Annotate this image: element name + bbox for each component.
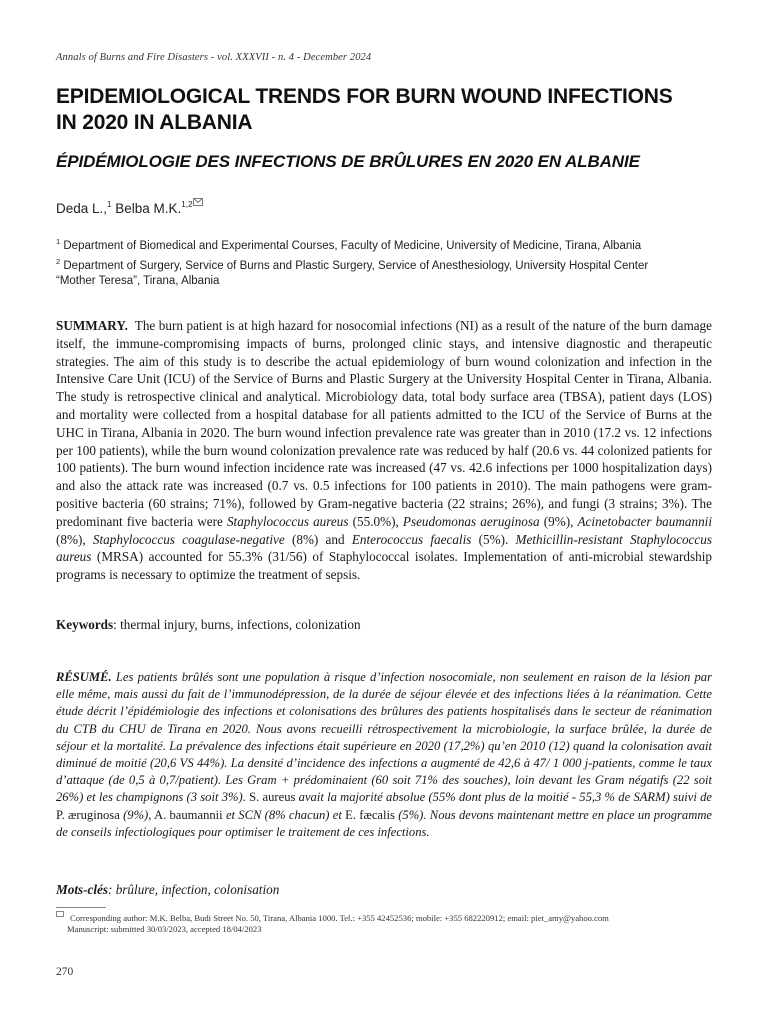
- summary-abstract: [56, 317, 712, 584]
- summary-text: (55.0%),: [348, 513, 403, 529]
- summary-text: (MRSA) accounted for 55.3% (31/56) of Staphylococcal isolates. Implementation of anti-microbial stewardship programs is necessary to optimize the treatment of sepsis.: [56, 549, 712, 583]
- footnote-line: [56, 924, 716, 935]
- resume-text: avait la majorité absolue (55% dont plus de la moitié - 55,3 % de SARM) suivi de: [298, 790, 712, 805]
- keywords: [56, 617, 712, 633]
- summary-text: The burn patient is at high hazard for nosocomial infections (NI) as a result of the nature of the burn damage itself, the immune-compromising impacts of burns, prolonged clinic stays, and intensive diagnostic and therapeutic strategies. The aim of this study is to describe the actual epidemiology of burn wound colonization and infection in the Intensive Care Unit (ICU) of the Service of Burns and Plastic Surgery at the University Hospital Center in Tirana, Albania. The study is retrospective clinical and analytical. Microbiology data, total body surface area (TBSA), patient days (LOS) and mortality were collected from a hospital database for all patients admitted to the ICU of the Service of Burns at the UHC in Tirana, Albania in 2020. The burn wound infection prevalence rate was greater than in 2010 (17.2 vs. 12 infections per 100 patients), while the burn wound colonization prevalence rate was reduced by half (20.6 vs. 44 colonized patients for 100 patients). The burn wound infection incidence rate was increased (47 vs. 42.6 infections per 1000 hospitalization days) and also the attack rate was increased (0.7 vs. 0.5 infections for 100 patients in 2010). The main pathogens were gram-positive bacteria (60 strains; 71%), followed by Gram-negative bacteria (22 strains; 26%), and fungi (3 strains; 3%). The predominant five bacteria were: [56, 318, 712, 529]
- resume-label: RÉSUMÉ.: [56, 670, 112, 684]
- summary-text: (8%) and: [284, 531, 352, 547]
- footnote: [56, 911, 716, 934]
- manuscript-dates: Manuscript: submitted 30/03/2023, accepted 18/04/2023: [67, 923, 262, 934]
- envelope-icon: [193, 198, 203, 206]
- resume-text: Les patients brûlés sont une population à risque d’infection nosocomiale, non seulement en raison de la lésion par elle même, mais aussi du fait de l’immunodépression, de la durée de séjour élevée et des infections liées à la réanimation. Cette étude décrit l’épidémiologie des infections et colonisations des brûlures des patients hospitalisés dans le secteur de réanimation du CTB du CHU de Tirana en 2020. Nous avons recueilli rétrospectivement la microbiologie, la surface brûlée, la durée de séjour et la mortalité. La prévalence des infections était supérieure en 2020 (17,2%) qu’en 2010 (12) quand la colonisation avait diminué de moitié (20,6 VS 44%). La densité d’incidence des infections a augmenté de 42,6 à 47/ 1 000 j-patients, comme le taux d’attaque (de 0,5 à 0,7/patient). Les Gram + prédominaient (60 soit 71% des souches), loin devant les Gram négatifs (22 soit 26%) et les champignons (3 soit 3%).: [56, 670, 712, 805]
- author-list: [56, 198, 203, 216]
- affiliation-item: [56, 234, 726, 254]
- affiliation-text: Department of Surgery, Service of Burns and Plastic Surgery, Service of Anesthesiology, University Hospital Center: [63, 260, 649, 272]
- mots-cles-label: Mots-clés: [56, 882, 109, 897]
- species-name: E. fæcalis: [341, 807, 399, 822]
- mots-cles-text: : brûlure, infection, colonisation: [108, 882, 280, 897]
- footnote-line: [56, 911, 716, 924]
- corresponding-author: Corresponding author: M.K. Belba, Budi Street No. 50, Tirana, Albania 1000. Tel.: +355 42452536; mobile: +355 682220912; email: piet_amy@yahoo.com: [70, 913, 609, 923]
- affiliation-text: Department of Biomedical and Experimental Courses, Faculty of Medicine, University of Medicine, Tirana, Albania: [63, 240, 642, 252]
- affiliation-item: [56, 274, 726, 289]
- footnote-divider: [56, 907, 106, 908]
- author-name: Deda L.,: [56, 201, 108, 216]
- affiliations: [56, 234, 726, 289]
- article-title-english: [56, 84, 726, 136]
- summary-text: (8%),: [56, 531, 93, 547]
- article-title-french: ÉPIDÉMIOLOGIE DES INFECTIONS DE BRÛLURES EN 2020 EN ALBANIE: [56, 152, 640, 171]
- mots-cles: [56, 882, 279, 898]
- species-name: Staphylococcus coagulase-negative: [92, 531, 285, 547]
- author-affiliation-mark: 1,2: [181, 200, 193, 209]
- resume-text: (5%). Nous devons maintenant mettre en place un programme de conseils infectiologiques pour optimiser le traitement de ces infections.: [56, 807, 712, 839]
- running-head: Annals of Burns and Fire Disasters - vol. XXXVII - n. 4 - December 2024: [56, 52, 372, 63]
- envelope-icon: [56, 911, 64, 917]
- species-name: S. aureus: [245, 790, 299, 805]
- species-name: A. baumannii: [151, 807, 226, 822]
- resume-text: et SCN (8% chacun) et: [225, 807, 342, 822]
- affiliation-text: “Mother Teresa”, Tirana, Albania: [56, 275, 220, 287]
- affiliation-item: [56, 254, 726, 274]
- summary-text: (9%),: [539, 513, 578, 529]
- species-name: Staphylococcus aureus: [226, 513, 349, 529]
- summary-label: SUMMARY.: [56, 318, 128, 333]
- keywords-text: : thermal injury, burns, infections, colonization: [113, 617, 361, 632]
- title-line-1: EPIDEMIOLOGICAL TRENDS FOR BURN WOUND INFECTIONS: [56, 85, 673, 108]
- species-name: Enterococcus faecalis: [351, 531, 472, 547]
- author-name: Belba M.K.: [115, 201, 182, 216]
- species-name: Pseudomonas aeruginosa: [402, 513, 540, 529]
- affiliation-mark: 2: [56, 257, 61, 266]
- species-name: Acinetobacter baumannii: [577, 513, 712, 529]
- species-name: Methicillin-resistant Staphylococcus aureus: [56, 531, 712, 565]
- affiliation-mark: 1: [56, 237, 61, 246]
- title-line-2: IN 2020 IN ALBANIA: [56, 111, 253, 134]
- resume-abstract: [56, 669, 712, 841]
- page-number: 270: [56, 966, 74, 978]
- species-name: P. æruginosa: [56, 807, 124, 822]
- author-affiliation-mark: 1: [107, 200, 112, 209]
- summary-text: (5%).: [471, 531, 516, 547]
- resume-text: (9%),: [123, 807, 152, 822]
- keywords-label: Keywords: [56, 617, 114, 632]
